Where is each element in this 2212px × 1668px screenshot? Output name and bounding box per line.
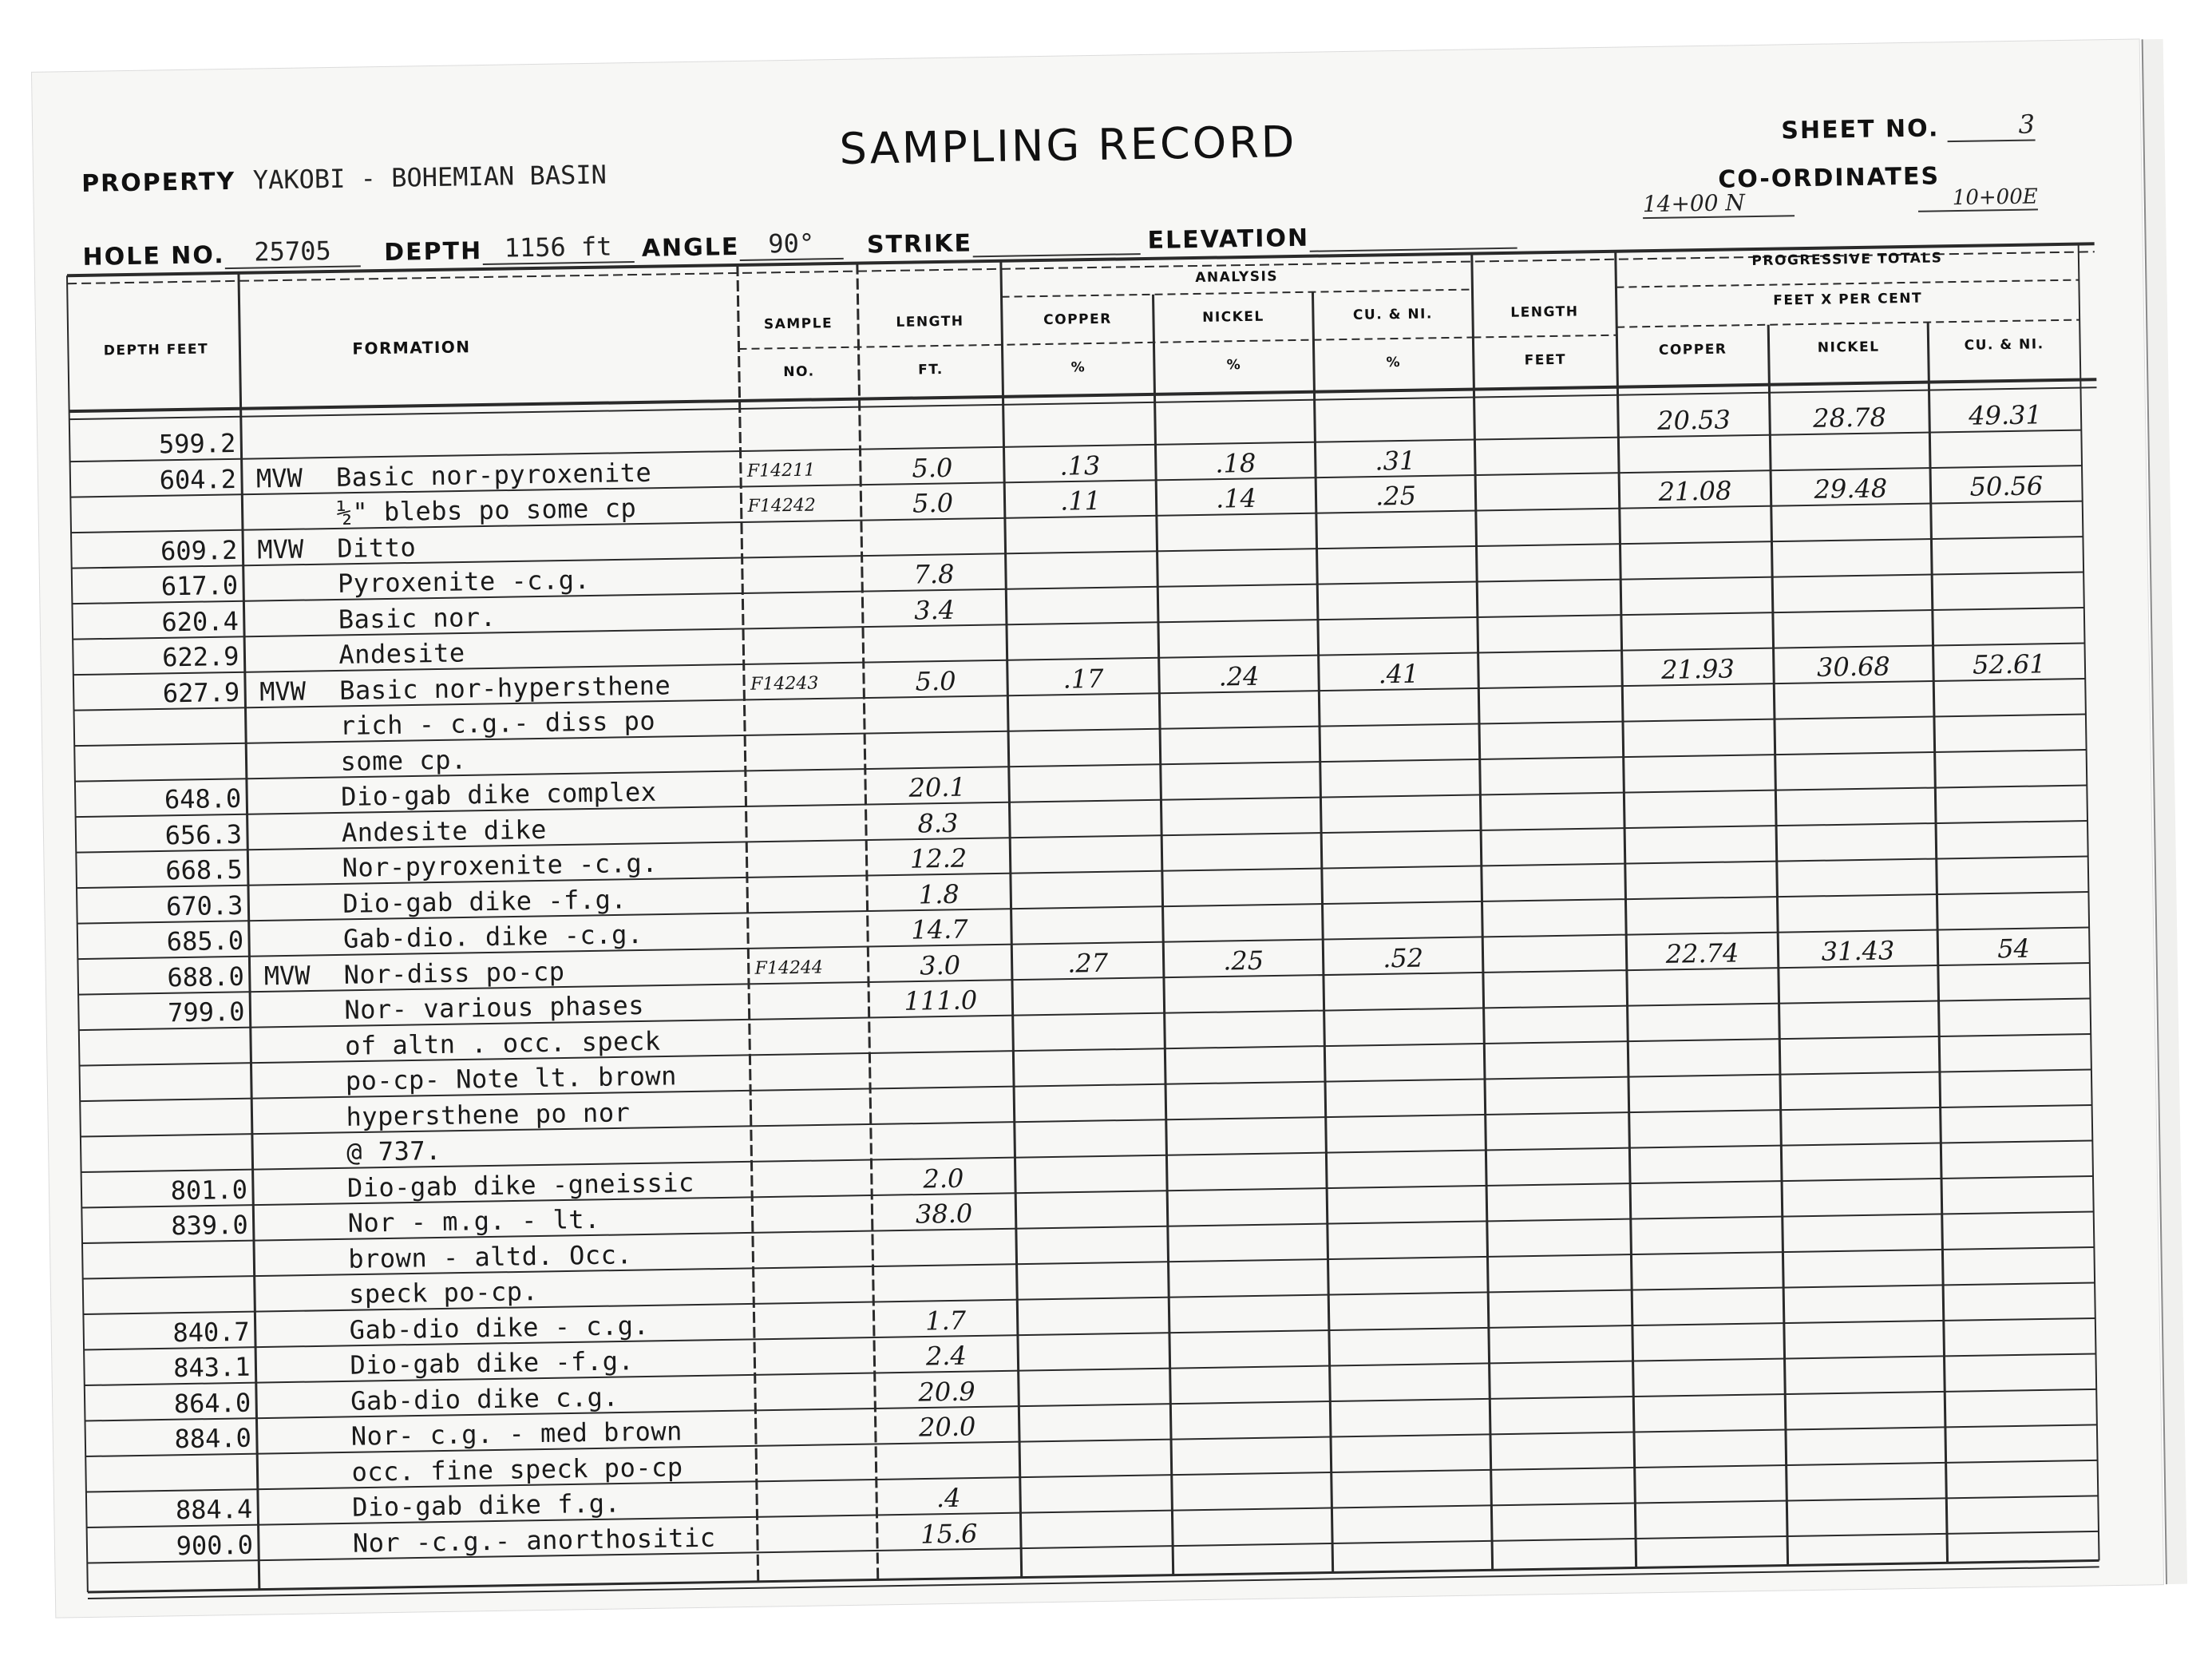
formation-cell: Nor- c.g. - med brown — [350, 1416, 683, 1452]
prog-copper-cell: 21.93 — [1660, 652, 1735, 685]
length-cell: 5.0 — [912, 452, 953, 484]
formation-cell: Nor- various phases — [344, 989, 645, 1025]
prog-sub-rule-1 — [1616, 280, 2079, 287]
length-cell: 8.3 — [917, 807, 959, 839]
prog-nickel-cell: 30.68 — [1816, 650, 1891, 683]
length-cell: 15.6 — [920, 1517, 978, 1550]
nickel-pct-cell: .14 — [1215, 482, 1257, 514]
sample-no-cell: F14211 — [746, 460, 816, 481]
col-copper-header: COPPER — [1043, 311, 1112, 328]
sampling-record-sheet — [32, 39, 2163, 1617]
cuni-pct-cell: .52 — [1382, 942, 1424, 973]
formation-cell: of altn . occ. speck — [344, 1025, 661, 1061]
formation-cell: Dio-gab dike complex — [340, 776, 657, 812]
coord-east-value: 10+00E — [1918, 184, 2038, 212]
formation-cell: Dio-gab dike -gneissic — [346, 1167, 695, 1203]
col-sample-header: SAMPLE — [763, 315, 833, 333]
depth-cell: 656.3 — [164, 818, 243, 850]
formation-cell: Dio-gab dike -f.g. — [342, 883, 627, 919]
copper-pct-cell: .17 — [1062, 663, 1104, 695]
rock-code-cell: MVW — [263, 960, 311, 991]
formation-cell: hypersthene po nor — [346, 1096, 631, 1132]
col-copper-pct: % — [1070, 359, 1086, 376]
depth-cell: 599.2 — [158, 427, 236, 460]
depth-cell: 617.0 — [160, 569, 239, 602]
angle-value: 90° — [739, 228, 844, 261]
row-rule — [88, 1567, 2099, 1599]
prog-nickel-cell: 31.43 — [1821, 934, 1895, 967]
length-cell: 5.0 — [912, 487, 954, 519]
prog-cuni-cell: 52.61 — [1972, 648, 2046, 680]
length-cell: 3.4 — [913, 594, 956, 626]
table-bottom-rule — [88, 1560, 2099, 1592]
formation-cell: Gab-dio dike - c.g. — [349, 1309, 650, 1345]
header-mid-rule-2 — [1473, 335, 1616, 338]
copper-pct-cell: .13 — [1059, 450, 1101, 481]
rock-code-cell: MVW — [257, 533, 304, 565]
col-length-header: LENGTH — [896, 313, 964, 331]
formation-cell: Basic nor-hypersthene — [338, 669, 671, 706]
prog-nickel-cell: 28.78 — [1812, 402, 1887, 434]
prog-sub-rule-2 — [1616, 320, 2079, 327]
sample-no-cell: F14244 — [754, 957, 824, 979]
formation-cell: Ditto — [337, 531, 417, 564]
length-cell: 7.8 — [913, 558, 955, 590]
coordinates-label: CO-ORDINATES — [1718, 162, 1941, 194]
formation-cell: Andesite — [338, 637, 465, 670]
depth-cell: 884.0 — [174, 1422, 252, 1455]
prog-nickel-cell: 29.48 — [1814, 473, 1888, 505]
col-length-feet-sub: FEET — [1524, 351, 1567, 369]
formation-cell: Dio-gab dike -f.g. — [350, 1345, 635, 1381]
formation-cell: Dio-gab dike f.g. — [351, 1488, 621, 1523]
strike-label: STRIKE — [866, 229, 973, 260]
formation-cell: Gab-dio dike c.g. — [350, 1381, 619, 1416]
col-sample-no-header: NO. — [783, 363, 815, 381]
property-value: YAKOBI - BOHEMIAN BASIN — [252, 159, 607, 196]
formation-cell: Nor -c.g.- anorthositic — [352, 1522, 716, 1559]
prog-cuni-cell: 54 — [1996, 933, 2031, 964]
depth-cell: 840.7 — [172, 1316, 251, 1348]
col-cuni-pct: % — [1386, 354, 1402, 371]
col-nickel-header: NICKEL — [1201, 308, 1264, 326]
depth-cell: 620.4 — [161, 605, 239, 637]
length-cell: 5.0 — [915, 665, 956, 697]
prog-cuni-cell: 50.56 — [1969, 470, 2044, 502]
copper-pct-cell: .27 — [1066, 947, 1109, 979]
sample-no-cell: F14243 — [750, 672, 819, 695]
depth-cell: 688.0 — [167, 961, 245, 992]
depth-cell: 864.0 — [173, 1387, 251, 1419]
rock-code-cell: MVW — [255, 462, 303, 493]
depth-cell: 604.2 — [159, 463, 237, 495]
nickel-pct-cell: .25 — [1222, 945, 1264, 977]
page-title: SAMPLING RECORD — [839, 116, 1297, 174]
depth-cell: 668.5 — [165, 854, 243, 886]
length-cell: 2.4 — [925, 1340, 968, 1372]
depth-value: 1156 ft — [482, 231, 635, 265]
depth-cell: 843.1 — [172, 1351, 251, 1384]
hole-no-value: 25705 — [224, 235, 361, 269]
col-cuni-header: CU. & NI. — [1352, 306, 1434, 323]
col-nickel-pct: % — [1226, 357, 1242, 374]
col-prog-cuni-header: CU. & NI. — [1964, 336, 2044, 354]
col-prog-copper-header: COPPER — [1658, 341, 1727, 359]
prog-copper-cell: 21.08 — [1658, 475, 1732, 507]
sheet-no-label: SHEET NO. — [1781, 114, 1940, 145]
length-cell: 20.0 — [918, 1411, 976, 1443]
formation-cell: rich - c.g.- diss po — [339, 705, 656, 741]
length-cell: 111.0 — [904, 985, 978, 1016]
length-cell: 38.0 — [915, 1198, 973, 1230]
length-cell: 2.0 — [923, 1163, 964, 1194]
col-divider — [1616, 252, 1636, 1568]
length-cell: 1.8 — [918, 878, 960, 910]
prog-cuni-cell: 49.31 — [1968, 399, 2043, 431]
formation-cell: occ. fine speck po-cp — [351, 1451, 683, 1488]
property-label: PROPERTY — [81, 167, 236, 198]
formation-cell: Gab-dio. dike -c.g. — [342, 918, 643, 954]
depth-cell: 839.0 — [171, 1209, 248, 1242]
analysis-sub-rule — [1002, 290, 1473, 297]
formation-cell: @ 737. — [346, 1135, 442, 1167]
formation-cell: ½" blebs po some cp — [336, 493, 637, 528]
depth-label: DEPTH — [383, 237, 483, 267]
sheet-no-value: 3 — [1947, 109, 2036, 142]
formation-cell: Basic nor. — [338, 601, 497, 635]
formation-cell: po-cp- Note lt. brown — [345, 1060, 678, 1096]
col-divider — [2079, 244, 2099, 1561]
cuni-pct-cell: .41 — [1378, 658, 1419, 689]
length-cell: 3.0 — [919, 949, 961, 981]
depth-cell: 801.0 — [170, 1174, 248, 1206]
hole-no-label: HOLE NO. — [82, 241, 225, 271]
length-cell: 1.7 — [924, 1305, 967, 1336]
depth-cell: 685.0 — [166, 925, 244, 957]
formation-cell: Nor - m.g. - lt. — [347, 1203, 601, 1238]
length-cell: 20.9 — [918, 1375, 975, 1408]
depth-cell: 609.2 — [160, 534, 238, 566]
formation-cell: Pyroxenite -c.g. — [337, 564, 591, 599]
col-formation-header: FORMATION — [352, 337, 471, 359]
elevation-label: ELEVATION — [1147, 224, 1310, 255]
depth-cell: 884.4 — [175, 1493, 253, 1526]
depth-cell: 622.9 — [161, 640, 239, 673]
col-divider — [67, 275, 88, 1592]
analysis-header: ANALYSIS — [1195, 268, 1279, 286]
col-depth-header: DEPTH FEET — [103, 341, 209, 359]
length-cell: .4 — [936, 1482, 961, 1514]
cuni-pct-cell: .31 — [1375, 445, 1416, 476]
rock-code-cell: MVW — [259, 676, 307, 707]
sample-no-cell: F14242 — [747, 495, 817, 517]
length-cell: 20.1 — [908, 771, 967, 803]
prog-copper-cell: 22.74 — [1665, 937, 1739, 969]
col-length-ft-header: FT. — [918, 361, 944, 378]
length-cell: 14.7 — [911, 913, 968, 945]
formation-cell: Nor-pyroxenite -c.g. — [342, 847, 659, 883]
length-cell: 12.2 — [909, 842, 968, 874]
depth-cell: 799.0 — [167, 996, 245, 1028]
formation-cell: Nor-diss po-cp — [343, 956, 565, 990]
nickel-pct-cell: .24 — [1218, 660, 1260, 692]
coord-north-value: 14+00 N — [1643, 188, 1795, 219]
formation-cell: speck po-cp. — [348, 1276, 539, 1309]
cuni-pct-cell: .25 — [1375, 480, 1417, 512]
depth-cell: 670.3 — [165, 889, 243, 921]
feet-x-percent-header: FEET X PER CENT — [1773, 290, 1923, 309]
depth-cell: 627.9 — [162, 676, 240, 708]
col-prog-nickel-header: NICKEL — [1817, 339, 1880, 356]
angle-label: ANGLE — [641, 232, 740, 263]
col-length-feet-header: LENGTH — [1510, 303, 1579, 321]
formation-cell: some cp. — [340, 743, 467, 777]
depth-cell: 900.0 — [176, 1529, 254, 1561]
formation-cell: brown - altd. Occ. — [348, 1238, 633, 1274]
prog-copper-cell: 20.53 — [1656, 404, 1731, 436]
formation-cell: Andesite dike — [341, 814, 548, 848]
nickel-pct-cell: .18 — [1215, 447, 1256, 479]
copper-pct-cell: .11 — [1059, 485, 1102, 517]
formation-cell: Basic nor-pyroxenite — [335, 457, 652, 493]
progressive-totals-header: PROGRESSIVE TOTALS — [1751, 250, 1943, 270]
header-mid-rule — [739, 338, 1474, 349]
depth-cell: 648.0 — [164, 782, 242, 815]
